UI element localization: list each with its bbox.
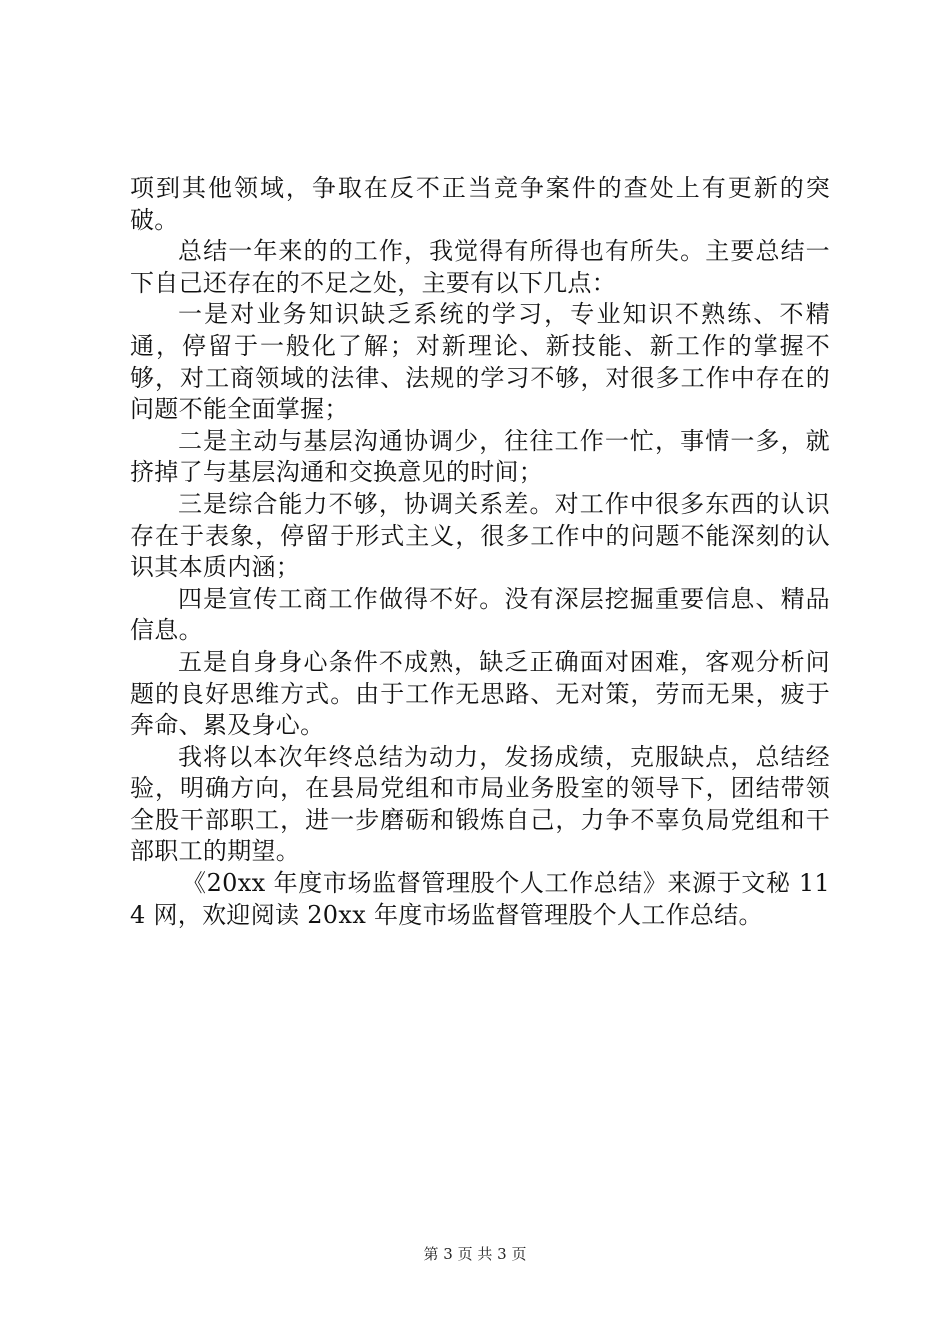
document-body [130, 173, 830, 931]
paragraph-point-five: 五是自身身心条件不成熟，缺乏正确面对困难，客观分析问题的良好思维方式。由于工作无思路、无对策，劳而无果，疲于奔命、累及身心。 [130, 647, 830, 740]
paragraph-point-four: 四是宣传工商工作做得不好。没有深层挖掘重要信息、精品信息。 [130, 584, 830, 645]
paragraph-source-note: 《20xx 年度市场监督管理股个人工作总结》来源于文秘 114 网，欢迎阅读 20xx 年度市场监督管理股个人工作总结。 [130, 869, 830, 929]
page-number-footer: 第 3 页 共 3 页 [423, 1245, 527, 1263]
paragraph-summary-intro: 总结一年来的的工作，我觉得有所得也有所失。主要总结一下自己还存在的不足之处，主要有以下几点： [130, 237, 830, 297]
paragraph-point-two: 二是主动与基层沟通协调少，往往工作一忙，事情一多，就挤掉了与基层沟通和交换意见的时间； [130, 426, 830, 487]
paragraph-conclusion: 我将以本次年终总结为动力，发扬成绩，克服缺点，总结经验，明确方向，在县局党组和市局业务股室的领导下，团结带领全股干部职工，进一步磨砺和锻炼自己，力争不辜负局党组和干部职工的期望。 [130, 742, 830, 866]
paragraph-point-one: 一是对业务知识缺乏系统的学习，专业知识不熟练、不精通，停留于一般化了解；对新理论、新技能、新工作的掌握不够，对工商领域的法律、法规的学习不够，对很多工作中存在的问题不能全面掌握； [130, 300, 830, 424]
paragraph-point-three: 三是综合能力不够，协调关系差。对工作中很多东西的认识存在于表象，停留于形式主义，很多工作中的问题不能深刻的认识其本质内涵； [130, 489, 830, 582]
paragraph-continued: 项到其他领域，争取在反不正当竞争案件的查处上有更新的突破。 [130, 174, 830, 234]
